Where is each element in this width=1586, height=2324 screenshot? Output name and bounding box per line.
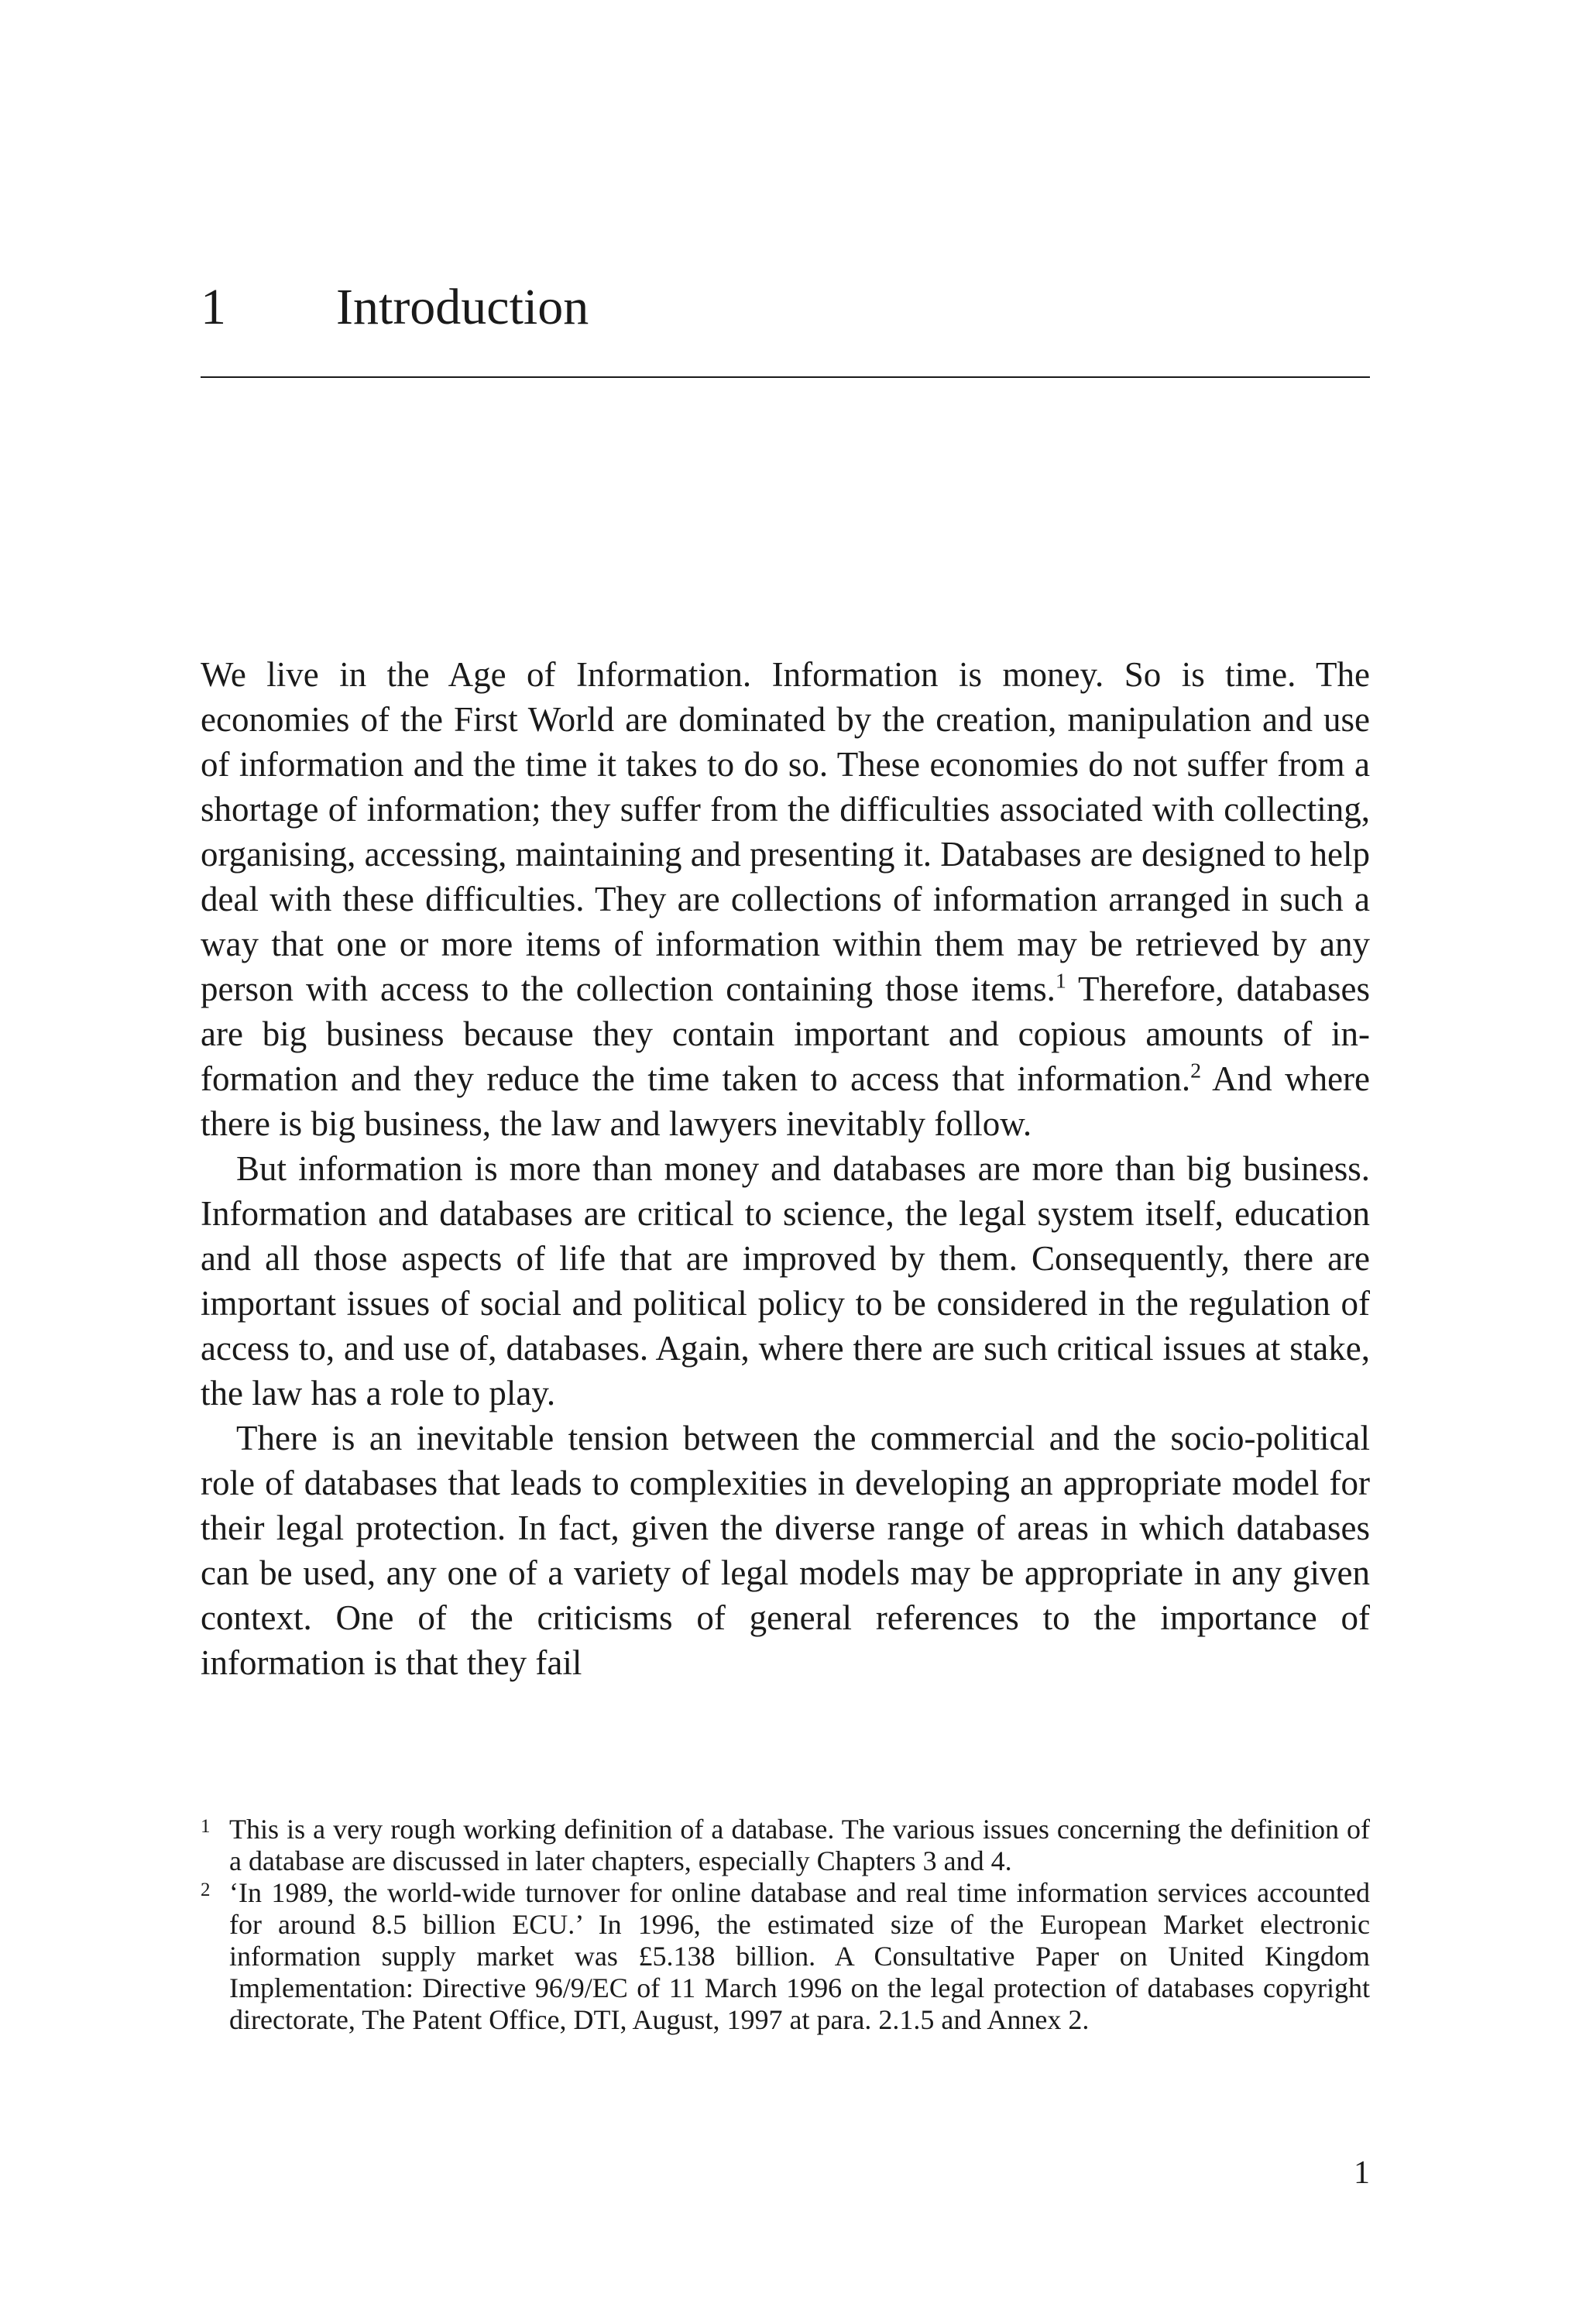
paragraph-3: There is an inevitable tension between the commercial and the socio-political role of databases that leads to complexities in developing an appropriate model for their legal protection. In fact, given the diverse range of areas in which databases can be used, any one of a variety of legal models may be appropriate in any given context. One of the criticisms of general references to the importance of information is that they fail: [201, 1419, 1370, 1682]
paragraph-1-part-2: Therefore, databases are big business because they contain important and copious amounts of information and they reduce the time taken to access that information.: [201, 970, 1370, 1098]
paragraph-1: [201, 652, 1370, 1146]
footnote-2-text: ‘In 1989, the world-wide turnover for online database and real time information services accounted for around 8.5 billion ECU.’ In 1996, the estimated size of the European Market electronic information supply market was £5.138 billion. A Consultative Paper on United Kingdom Implementation: Directive 96/9/EC of 11 March 1996 on the legal protection of databases copyright directorate, The Patent Office, DTI, August, 1997 at para. 2.1.5 and Annex 2.: [229, 1877, 1370, 2035]
chapter-title: Introduction: [336, 279, 589, 335]
paragraph-1-part-3: And where there is big business, the law and lawyers inevitably follow.: [201, 1059, 1371, 1143]
heading-rule: [201, 376, 1370, 378]
footnote-1-mark: 1: [201, 1816, 211, 1837]
footnote-1: [201, 1814, 1370, 1877]
footnote-2: [201, 1877, 1370, 2036]
footnote-ref-2[interactable]: 2: [1190, 1059, 1202, 1083]
chapter-heading: [201, 273, 1370, 342]
body-text: [201, 652, 1370, 1685]
footnote-ref-1[interactable]: 1: [1055, 969, 1066, 994]
paragraph-2: But information is more than money and databases are more than big business. Information and databases are critical to science, the legal system itself, education and all those aspects of life that are improved by them. Consequently, there are important issues of social and political policy to be considered in the regulation of access to, and use of, databases. Again, where there are such critical issues at stake, the law has a role to play.: [201, 1149, 1370, 1413]
page-number: 1: [1354, 2155, 1370, 2191]
footnote-1-text: This is a very rough working definition of a database. The various issues concerning the definition of a database are discussed in later chapters, especially Chapters 3 and 4.: [229, 1814, 1370, 1876]
footnote-2-mark: 2: [201, 1879, 211, 1900]
paragraph-1-part-1: We live in the Age of Information. Information is money. So is time. The economies of the First World are dominated by the creation, manipulation and use of information and the time it takes to do so. These economies do not suffer from a shortage of information; they suffer from the difficulties associated with collecting, organising, accessing, maintaining and presenting it. Databases are designed to help deal with these difficulties. They are collections of information arranged in such a way that one or more items of information within them may be retrieved by any person with access to the collection containing those items.: [201, 655, 1371, 1008]
footnotes: [201, 1814, 1370, 2036]
chapter-number: 1: [201, 279, 226, 335]
